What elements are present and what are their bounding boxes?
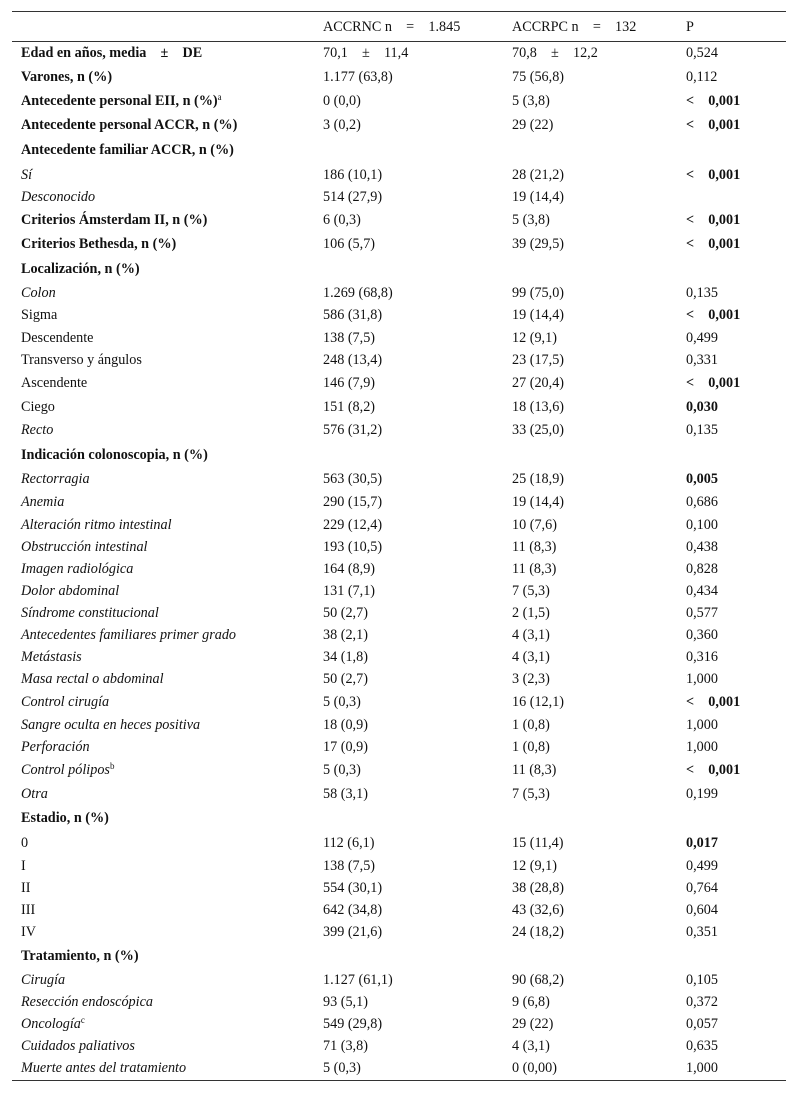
table-row: [12, 969, 786, 991]
row-label: Antecedente personal ACCR, n (%): [21, 116, 238, 133]
p-value: 0,360: [686, 626, 718, 643]
footnote-marker: c: [80, 1014, 85, 1025]
accrpc-value: 0 (0,00): [512, 1057, 686, 1081]
row-label: Estadio, n (%): [21, 810, 109, 826]
accrpc-value: 12 (9,1): [512, 857, 557, 874]
accrnc-value: 34 (1,8): [323, 648, 368, 665]
row-label-cell: [12, 855, 323, 877]
accrnc-value: [323, 256, 512, 283]
row-label: Alteración ritmo intestinal: [21, 516, 172, 533]
row-label-cell: [12, 758, 323, 782]
accrpc-value: 99 (75,0): [512, 284, 565, 301]
accrpc-value: 5 (3,8): [512, 212, 550, 228]
row-label-cell: [12, 921, 323, 943]
accrpc-value: 29 (22): [512, 116, 554, 133]
footnote-marker: a: [217, 91, 222, 102]
table-row: [12, 419, 786, 442]
accrnc-value: [323, 806, 512, 831]
p-value: [686, 806, 786, 831]
row-label-cell: [12, 490, 323, 514]
row-label-cell: [12, 580, 323, 602]
table-row: [12, 921, 786, 943]
p-value: [686, 943, 786, 969]
accrpc-value: 18 (13,6): [512, 398, 565, 415]
header-label-cell: [12, 12, 323, 42]
accrpc-value: 7 (5,3): [512, 582, 550, 599]
accrpc-value: 1 (0,8): [512, 738, 550, 755]
table-row: [12, 395, 786, 419]
table-row: [12, 536, 786, 558]
accrpc-value: 27 (20,4): [512, 374, 565, 391]
p-value: 1,000: [686, 716, 718, 733]
p-value: 0,135: [686, 284, 718, 301]
accrnc-value: 193 (10,5): [323, 538, 383, 555]
accrpc-value: 10 (7,6): [512, 516, 557, 533]
row-label-cell: [12, 646, 323, 668]
p-value: 0,351: [686, 923, 718, 940]
footnote-marker: b: [109, 760, 115, 771]
table-row: [12, 1013, 786, 1035]
accrnc-value: 1.269 (68,8): [323, 284, 393, 301]
accrpc-value: 19 (14,4): [512, 306, 565, 323]
row-label: Control cirugía: [21, 693, 110, 710]
row-label-cell: [12, 899, 323, 921]
accrnc-value: 50 (2,7): [323, 604, 368, 621]
row-label-cell: [12, 42, 323, 65]
accrpc-value: 4 (3,1): [512, 626, 550, 643]
accrnc-value: 50 (2,7): [323, 670, 368, 687]
p-value: < 0,001: [686, 693, 741, 710]
accrnc-value: 93 (5,1): [323, 993, 368, 1010]
row-label: Ciego: [21, 398, 55, 415]
row-label-cell: [12, 536, 323, 558]
p-value: 0,057: [686, 1015, 718, 1032]
row-label: Dolor abdominal: [21, 582, 120, 599]
row-label: Imagen radiológica: [21, 560, 134, 577]
row-label-cell: [12, 782, 323, 806]
table-row: [12, 831, 786, 855]
p-value: [686, 442, 786, 468]
table-row: [12, 349, 786, 371]
table-row: [12, 514, 786, 536]
row-label: Anemia: [21, 493, 65, 510]
table-row: [12, 602, 786, 624]
row-label: Resección endoscópica: [21, 993, 153, 1010]
accrpc-value: [512, 806, 686, 831]
table-row: [12, 736, 786, 758]
row-label-cell: [12, 89, 323, 113]
accrpc-value: 24 (18,2): [512, 923, 565, 940]
row-label-cell: [12, 624, 323, 646]
row-label: IV: [21, 923, 36, 940]
row-label: Localización, n (%): [21, 261, 140, 277]
accrpc-value: 4 (3,1): [512, 648, 550, 665]
p-value: 0,105: [686, 971, 718, 988]
row-label: Ascendente: [21, 374, 88, 391]
table-row: [12, 232, 786, 256]
table-row: [12, 42, 786, 65]
p-value: 0,577: [686, 604, 718, 621]
table-row: [12, 782, 786, 806]
row-label: Control pólipos: [21, 761, 110, 778]
header-p-value: P: [686, 12, 786, 42]
row-label-cell: [12, 1035, 323, 1057]
accrpc-value: 38 (28,8): [512, 879, 565, 896]
table-row: [12, 690, 786, 714]
p-value: 0,604: [686, 901, 718, 918]
row-label-cell: [12, 714, 323, 736]
row-label-cell: [12, 514, 323, 536]
accrnc-value: 3 (0,2): [323, 116, 361, 133]
row-label-cell: [12, 1013, 323, 1035]
row-label-cell: [12, 371, 323, 395]
row-label: I: [21, 857, 26, 874]
p-value: 0,499: [686, 329, 718, 346]
table-row: [12, 991, 786, 1013]
p-value: 1,000: [686, 670, 718, 687]
row-label-cell: [12, 943, 323, 969]
accrnc-value: 549 (29,8): [323, 1015, 383, 1032]
p-value: 1,000: [686, 1057, 786, 1081]
p-value: < 0,001: [686, 166, 741, 183]
table-row: [12, 943, 786, 969]
row-label-cell: [12, 164, 323, 186]
table-row: [12, 714, 786, 736]
accrpc-value: [512, 442, 686, 468]
accrpc-value: 75 (56,8): [512, 68, 565, 85]
accrpc-value: 16 (12,1): [512, 693, 565, 710]
p-value: 0,438: [686, 538, 718, 555]
accrnc-value: 164 (8,9): [323, 560, 376, 577]
row-label: Muerte antes del tratamiento: [21, 1060, 187, 1077]
table-row: [12, 89, 786, 113]
row-label-cell: [12, 969, 323, 991]
table-row: [12, 442, 786, 468]
row-label: Colon: [21, 284, 56, 301]
accrnc-value: 17 (0,9): [323, 738, 368, 755]
accrpc-value: 5 (3,8): [512, 92, 550, 109]
p-value: < 0,001: [686, 116, 741, 133]
p-value: 0,135: [686, 422, 718, 438]
row-label-cell: [12, 349, 323, 371]
row-label-cell: [12, 690, 323, 714]
p-value: [686, 186, 786, 209]
accrpc-value: 19 (14,4): [512, 189, 565, 205]
p-value: 0,112: [686, 68, 718, 85]
accrnc-value: 514 (27,9): [323, 189, 383, 205]
table-row: [12, 137, 786, 164]
p-value: 0,434: [686, 582, 718, 599]
accrnc-value: [323, 943, 512, 969]
row-label-cell: [12, 602, 323, 624]
row-label: Cuidados paliativos: [21, 1037, 135, 1054]
row-label: Cirugía: [21, 971, 66, 988]
p-value: < 0,001: [686, 306, 741, 323]
accrpc-value: 2 (1,5): [512, 604, 550, 621]
row-label-cell: [12, 65, 323, 89]
row-label: Criterios Ámsterdam II, n (%): [21, 212, 208, 228]
accrpc-value: 23 (17,5): [512, 351, 565, 368]
accrnc-value: 106 (5,7): [323, 235, 376, 252]
accrpc-value: 11 (8,3): [512, 538, 557, 555]
p-value: 0,199: [686, 785, 718, 802]
p-value: < 0,001: [686, 761, 741, 778]
accrnc-value: 186 (10,1): [323, 166, 383, 183]
p-value: 0,005: [686, 470, 718, 487]
row-label: Antecedente familiar ACCR, n (%): [21, 142, 234, 158]
row-label-cell: [12, 232, 323, 256]
accrnc-value: 70,1 ± 11,4: [323, 45, 409, 62]
accrnc-value: 1.177 (63,8): [323, 68, 393, 85]
accrnc-value: 399 (21,6): [323, 923, 383, 940]
accrpc-value: 19 (14,4): [512, 493, 565, 510]
row-label: Sangre oculta en heces positiva: [21, 716, 201, 733]
table-row: [12, 758, 786, 782]
row-label: Indicación colonoscopia, n (%): [21, 446, 208, 463]
row-label-cell: [12, 283, 323, 303]
table-row: [12, 164, 786, 186]
p-value: 0,316: [686, 648, 718, 665]
characteristics-table: [12, 11, 786, 1081]
p-value: 0,100: [686, 516, 718, 533]
p-value: 0,686: [686, 493, 718, 510]
p-value: < 0,001: [686, 212, 741, 228]
accrnc-value: 71 (3,8): [323, 1037, 368, 1054]
table-row: [12, 668, 786, 690]
p-value: 0,372: [686, 993, 718, 1010]
table-row: [12, 1035, 786, 1057]
table-row: [12, 899, 786, 921]
accrnc-value: 290 (15,7): [323, 493, 383, 510]
table-row: [12, 1057, 786, 1081]
row-label: Sí: [21, 166, 33, 183]
row-label-cell: [12, 303, 323, 327]
table-row: [12, 186, 786, 209]
table-header-row: [12, 12, 786, 42]
row-label-cell: [12, 186, 323, 209]
accrpc-value: 7 (5,3): [512, 785, 550, 802]
row-label: Metástasis: [21, 648, 82, 665]
p-value: 1,000: [686, 738, 718, 755]
accrnc-value: 229 (12,4): [323, 516, 383, 533]
accrnc-value: 112 (6,1): [323, 834, 375, 851]
row-label-cell: [12, 806, 323, 831]
p-value: 0,017: [686, 834, 718, 851]
row-label: Obstrucción intestinal: [21, 538, 148, 555]
table-row: [12, 490, 786, 514]
row-label-cell: [12, 442, 323, 468]
p-value: < 0,001: [686, 92, 741, 109]
p-value: 0,524: [686, 45, 718, 62]
accrnc-value: 138 (7,5): [323, 857, 376, 874]
table-row: [12, 624, 786, 646]
row-label: Otra: [21, 785, 48, 802]
table-row: [12, 646, 786, 668]
accrpc-value: 29 (22): [512, 1015, 554, 1032]
accrpc-value: 11 (8,3): [512, 560, 557, 577]
row-label: II: [21, 879, 31, 896]
row-label-cell: [12, 558, 323, 580]
table-row: [12, 327, 786, 349]
accrnc-value: 563 (30,5): [323, 470, 383, 487]
table-row: [12, 580, 786, 602]
row-label: Tratamiento, n (%): [21, 947, 139, 964]
accrnc-value: 1.127 (61,1): [323, 971, 393, 988]
row-label: Edad en años, media ± DE: [21, 45, 203, 62]
table-row: [12, 877, 786, 899]
accrpc-value: 25 (18,9): [512, 470, 565, 487]
accrnc-value: 5 (0,3): [323, 693, 361, 710]
row-label: Masa rectal o abdominal: [21, 670, 164, 687]
accrnc-value: 5 (0,3): [323, 1057, 512, 1081]
row-label: Criterios Bethesda, n (%): [21, 235, 177, 252]
p-value: [686, 256, 786, 283]
accrpc-value: 1 (0,8): [512, 716, 550, 733]
row-label: Desconocido: [21, 189, 96, 205]
accrpc-value: 70,8 ± 12,2: [512, 45, 598, 62]
accrpc-value: [512, 137, 686, 164]
table-row: [12, 303, 786, 327]
table-row: [12, 209, 786, 232]
accrpc-value: 15 (11,4): [512, 834, 564, 851]
accrnc-value: 131 (7,1): [323, 582, 376, 599]
row-label-cell: [12, 468, 323, 490]
p-value: < 0,001: [686, 374, 741, 391]
p-value: < 0,001: [686, 235, 741, 252]
row-label: Rectorragia: [21, 470, 90, 487]
accrpc-value: 11 (8,3): [512, 761, 557, 778]
accrnc-value: 5 (0,3): [323, 761, 361, 778]
row-label: Transverso y ángulos: [21, 351, 142, 368]
row-label: Antecedente personal EII, n (%): [21, 92, 218, 109]
accrpc-value: 90 (68,2): [512, 971, 565, 988]
row-label-cell: [12, 395, 323, 419]
row-label-cell: [12, 137, 323, 164]
row-label-cell: [12, 668, 323, 690]
table-row: [12, 283, 786, 303]
accrnc-value: 6 (0,3): [323, 212, 361, 228]
accrpc-value: 33 (25,0): [512, 422, 565, 438]
row-label: Descendente: [21, 329, 94, 346]
accrpc-value: [512, 943, 686, 969]
row-label: Varones, n (%): [21, 68, 113, 85]
accrpc-value: 39 (29,5): [512, 235, 565, 252]
accrpc-value: 9 (6,8): [512, 993, 550, 1010]
p-value: [686, 137, 786, 164]
row-label: Perforación: [21, 738, 90, 755]
row-label: Oncología: [21, 1015, 81, 1032]
p-value: 0,828: [686, 560, 718, 577]
p-value: 0,764: [686, 879, 718, 896]
table-row: [12, 855, 786, 877]
table-row: [12, 256, 786, 283]
row-label: Síndrome constitucional: [21, 604, 159, 621]
accrnc-value: [323, 442, 512, 468]
accrnc-value: 248 (13,4): [323, 351, 383, 368]
row-label: Sigma: [21, 306, 58, 323]
accrnc-value: 586 (31,8): [323, 306, 383, 323]
accrnc-value: 146 (7,9): [323, 374, 376, 391]
accrnc-value: 138 (7,5): [323, 329, 376, 346]
row-label-cell: [12, 877, 323, 899]
accrnc-value: 576 (31,2): [323, 422, 383, 438]
table-row: [12, 806, 786, 831]
table-row: [12, 113, 786, 137]
accrnc-value: 58 (3,1): [323, 785, 368, 802]
row-label-cell: [12, 419, 323, 442]
table-row: [12, 371, 786, 395]
accrnc-value: 0 (0,0): [323, 92, 361, 109]
row-label: III: [21, 901, 36, 918]
accrpc-value: 28 (21,2): [512, 166, 565, 183]
row-label-cell: [12, 256, 323, 283]
accrpc-value: 12 (9,1): [512, 329, 557, 346]
p-value: 0,030: [686, 398, 718, 415]
header-accrpc: ACCRPC n = 132: [512, 12, 686, 42]
row-label-cell: [12, 831, 323, 855]
accrnc-value: [323, 137, 512, 164]
p-value: 0,331: [686, 351, 718, 368]
accrnc-value: 642 (34,8): [323, 901, 383, 918]
table-row: [12, 558, 786, 580]
row-label-cell: [12, 113, 323, 137]
row-label-cell: [12, 327, 323, 349]
row-label-cell: [12, 209, 323, 232]
accrnc-value: 554 (30,1): [323, 879, 383, 896]
p-value: 0,635: [686, 1037, 718, 1054]
table-row: [12, 65, 786, 89]
header-accrnc: ACCRNC n = 1.845: [323, 12, 512, 42]
accrnc-value: 18 (0,9): [323, 716, 368, 733]
accrpc-value: 3 (2,3): [512, 670, 550, 687]
accrpc-value: [512, 256, 686, 283]
row-label-cell: [12, 1057, 323, 1081]
table-row: [12, 468, 786, 490]
p-value: 0,499: [686, 857, 718, 874]
accrpc-value: 4 (3,1): [512, 1037, 550, 1054]
row-label: 0: [21, 834, 29, 851]
row-label-cell: [12, 991, 323, 1013]
accrnc-value: 151 (8,2): [323, 398, 376, 415]
row-label: Recto: [21, 422, 54, 438]
row-label-cell: [12, 736, 323, 758]
accrpc-value: 43 (32,6): [512, 901, 565, 918]
row-label: Antecedentes familiares primer grado: [21, 626, 237, 643]
accrnc-value: 38 (2,1): [323, 626, 368, 643]
